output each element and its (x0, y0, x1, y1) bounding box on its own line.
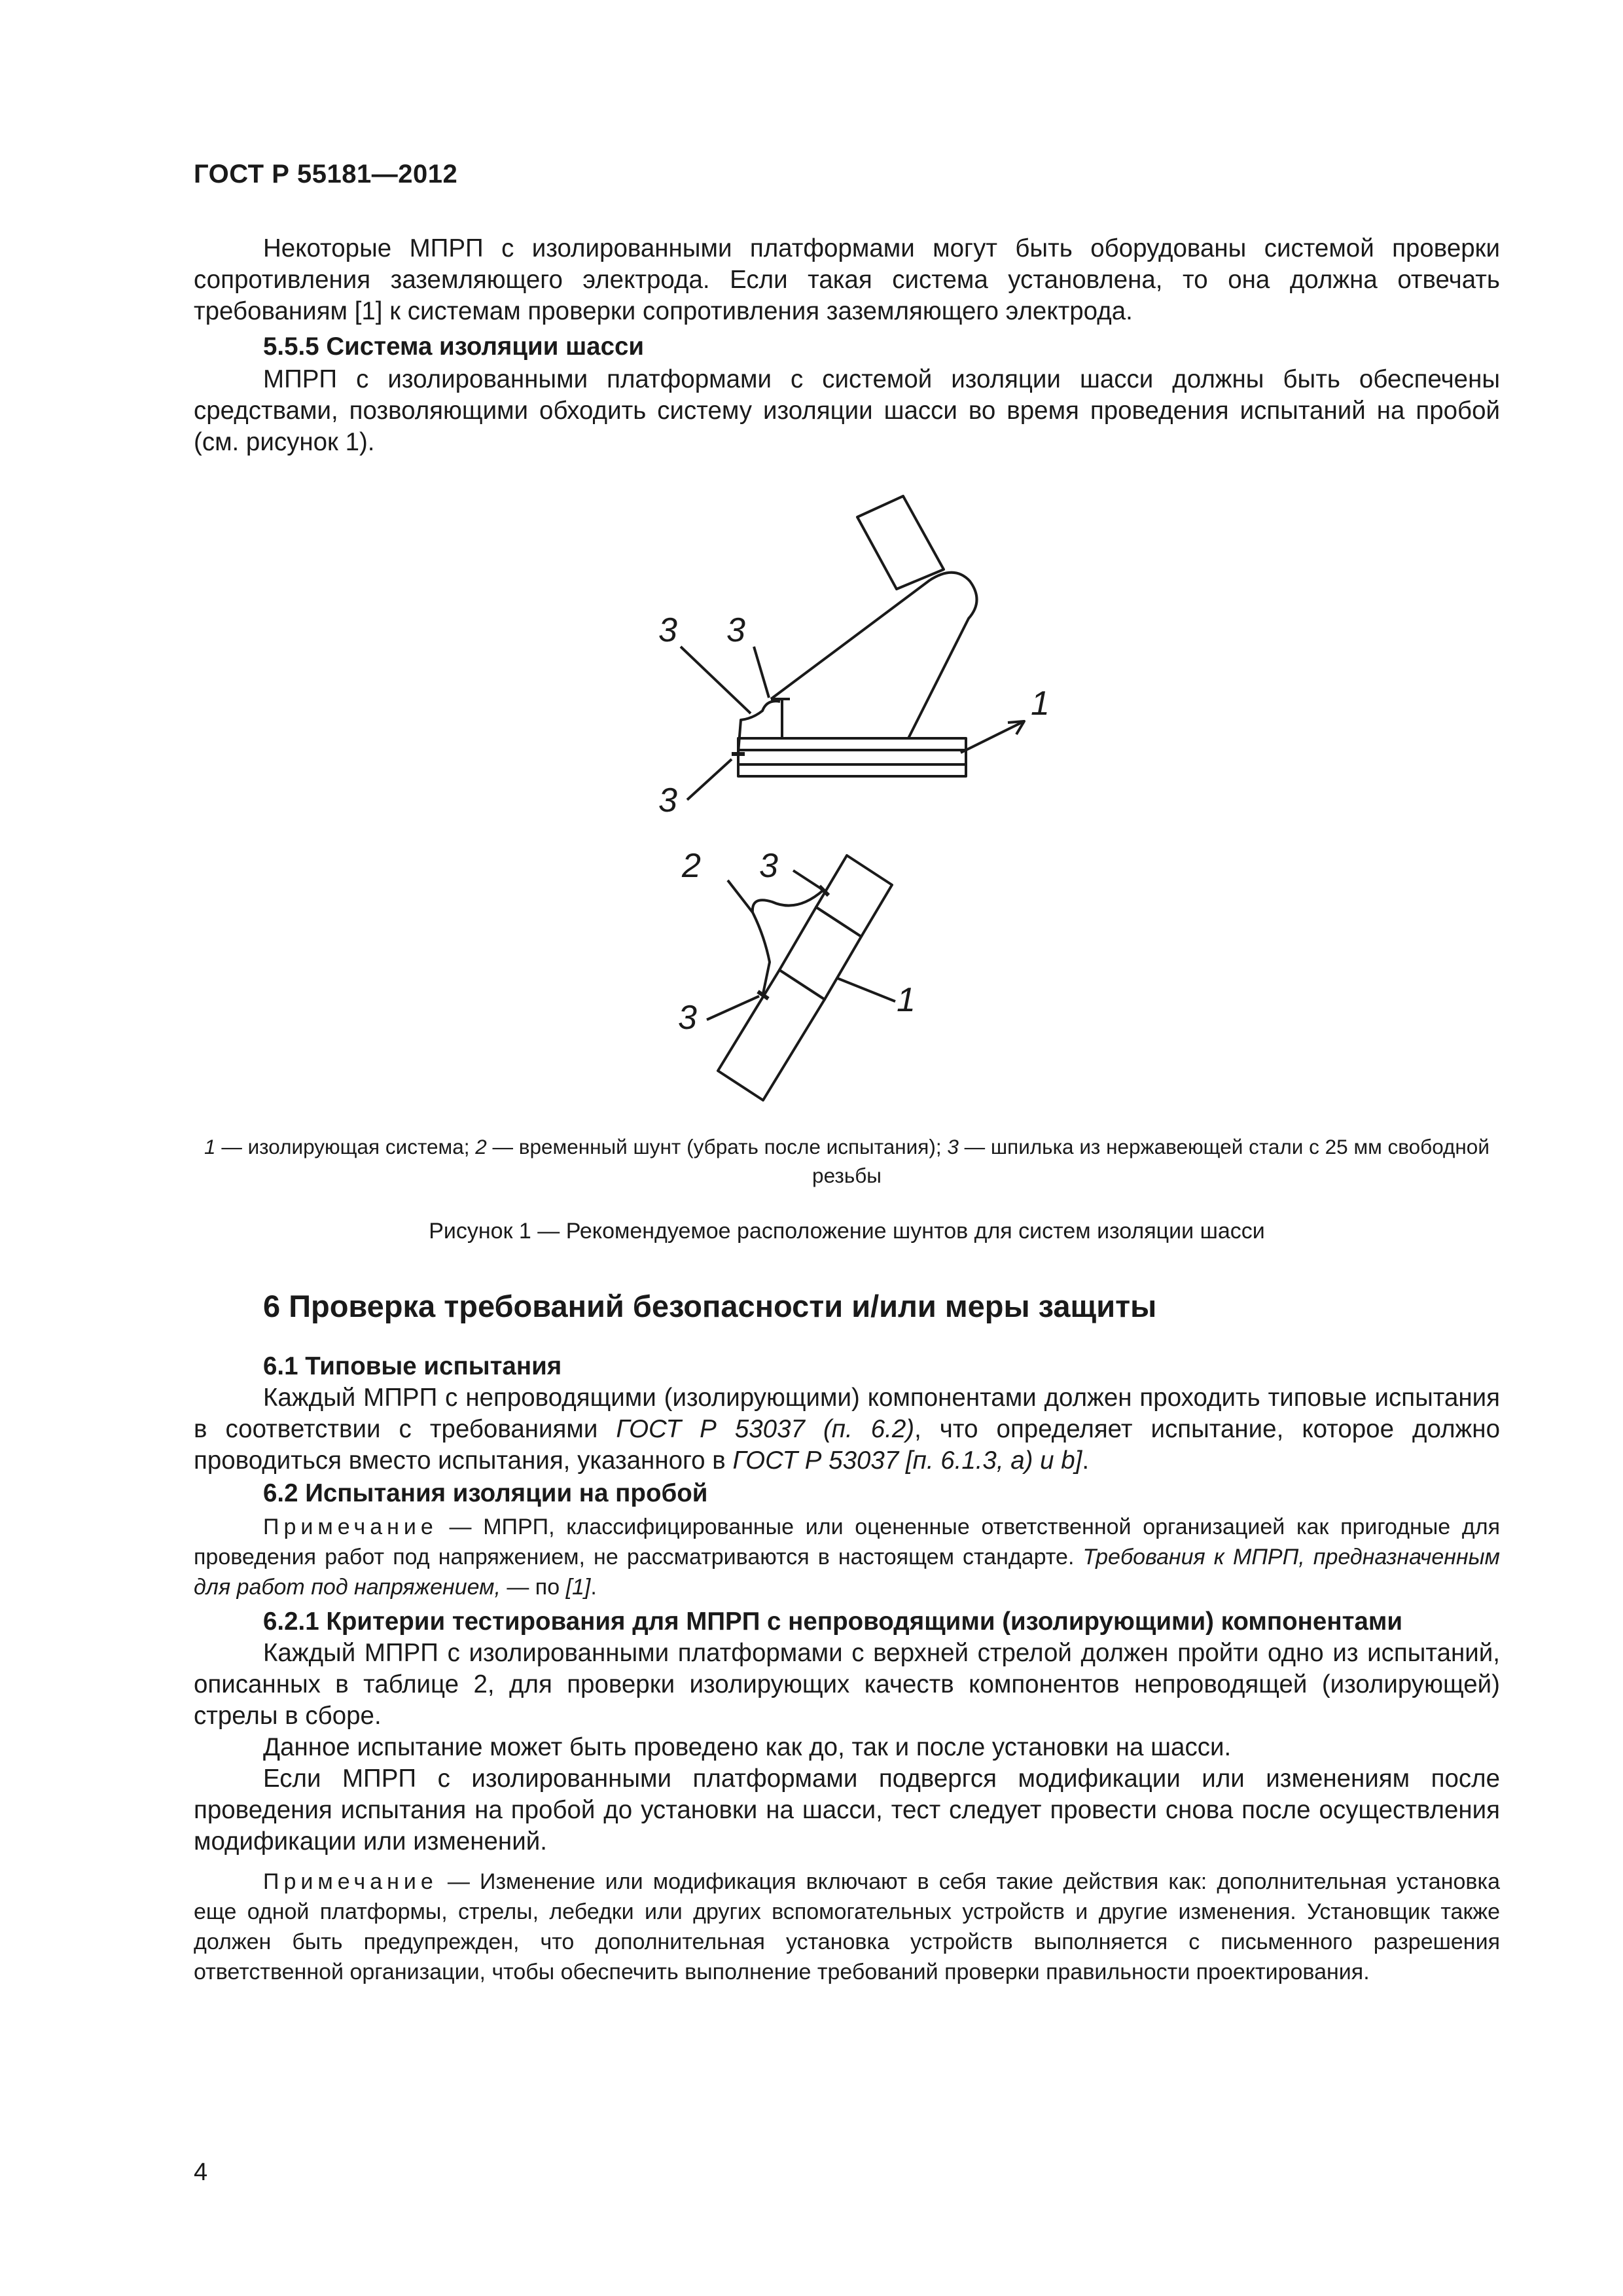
intro-section (194, 233, 1500, 458)
fig-label-bot-2: 2 (682, 847, 701, 885)
section-6-1-paragraph: Каждый МПРП с непроводящими (изолирующими) компонентами должен проходить типовые испытания в соответствии с требованиями ГОСТ Р 53037 (п. 6.2), что определяет испытание, которое должно проводиться вместо испытания, указанного в ГОСТ Р 53037 [п. 6.1.3, а) и b]. (194, 1384, 1500, 1475)
note-label-2: Примечание (263, 1869, 438, 1894)
section-6-2-1-paragraph-1: Каждый МПРП с изолированными платформами с верхней стрелой должен пройти одно из испытаний, описанных в таблице 2, для проверки изолирующих качеств компонентов непроводящей (изолирующей) стрелы в сборе. (194, 1639, 1500, 1730)
fig-label-bot-3a: 3 (759, 847, 778, 885)
ref-gost-53037-6-1-3: ГОСТ Р 53037 [п. 6.1.3, а) и b] (732, 1446, 1082, 1475)
insulating-platform (738, 738, 966, 776)
ref-gost-53037-6-2: ГОСТ Р 53037 (п. 6.2) (616, 1415, 915, 1443)
figure-legend (194, 1132, 1500, 1190)
fig-label-top-3a: 3 (658, 611, 677, 649)
shunt-wire-bottom (753, 890, 823, 994)
fig-label-bot-1: 1 (897, 981, 916, 1019)
fig-label-top-1: 1 (1031, 685, 1050, 723)
figure-1-drawing (0, 484, 1623, 1126)
section-5-5-5-paragraph: МПРП с изолированными платформами с системой изоляции шасси должны быть обеспечены средствами, позволяющими обходить систему изоляции шасси во время проведения испытаний на пробой (см. рисунок 1). (194, 365, 1500, 456)
document-code-header: ГОСТ Р 55181—2012 (194, 160, 458, 188)
section-6 (194, 1288, 1500, 1987)
section-6-2-title: 6.2 Испытания изоляции на пробой (263, 1479, 708, 1507)
section-6-2-note: Примечание — МПРП, классифицированные или оцененные ответственной организацией как пригодные для проведения работ под напряжением, не рассматриваются в настоящем стандарте. Требования к МПРП, предназначенным для работ под напряжением, — по [1]. (194, 1515, 1500, 1600)
section-6-2-1-paragraph-3: Если МПРП с изолированными платформами подвергся модификации или изменениям после проведения испытания на пробой до установки на шасси, тест следует провести снова после осуществления модификации или изменений. (194, 1765, 1500, 1856)
legend-num-1: 1 (204, 1135, 216, 1158)
fig-label-top-3b: 3 (726, 611, 745, 649)
legend-text-2: — временный шунт (убрать после испытания); (486, 1135, 948, 1158)
legend-text-1: — изолирующая система; (215, 1135, 476, 1158)
intro-paragraph: Некоторые МПРП с изолированными платформами могут быть оборудованы системой проверки сопротивления заземляющего электрода. Если такая система установлена, то она должна отвечать требованиям [1] к системам проверки сопротивления заземляющего электрода. (194, 234, 1500, 325)
boom-body (771, 573, 977, 738)
fig-label-top-3c: 3 (658, 781, 677, 819)
figure-caption: Рисунок 1 — Рекомендуемое расположение шунтов для систем изоляции шасси (429, 1219, 1265, 1244)
section-5-5-5-title: 5.5.5 Система изоляции шасси (263, 332, 645, 361)
section-6-title: 6 Проверка требований безопасности и/или меры защиты (263, 1289, 1157, 1323)
fig-label-bot-3b: 3 (678, 999, 697, 1037)
legend-num-2: 2 (475, 1135, 487, 1158)
note-label: Примечание (263, 1515, 438, 1539)
section-6-2-1-paragraph-2: Данное испытание может быть проведено как до, так и после установки на шасси. (263, 1733, 1232, 1761)
page-number: 4 (194, 2159, 208, 2186)
legend-num-3: 3 (947, 1135, 959, 1158)
upper-boom-segment (857, 496, 944, 589)
section-6-2-1-title: 6.2.1 Критерии тестирования для МПРП с непроводящими (изолирующими) компонентами (263, 1607, 1403, 1636)
legend-text-3: — шпилька из нержавеющей стали с 25 мм свободной резьбы (812, 1135, 1489, 1187)
section-6-2-1-note: Примечание — Изменение или модификация включают в себя такие действия как: дополнительная установка еще одной платформы, стрелы, лебедки или других вспомогательных устройств и другие изменения. Установщик также должен быть предупрежден, что дополнительная установка устройств выполняется с письменного разрешения ответственной организации, чтобы обеспечить выполнение требований проверки правильности проектирования. (194, 1869, 1500, 1984)
section-6-1-title: 6.1 Типовые испытания (263, 1352, 562, 1380)
boom-lower-part (718, 970, 825, 1100)
insulating-section (779, 907, 861, 999)
